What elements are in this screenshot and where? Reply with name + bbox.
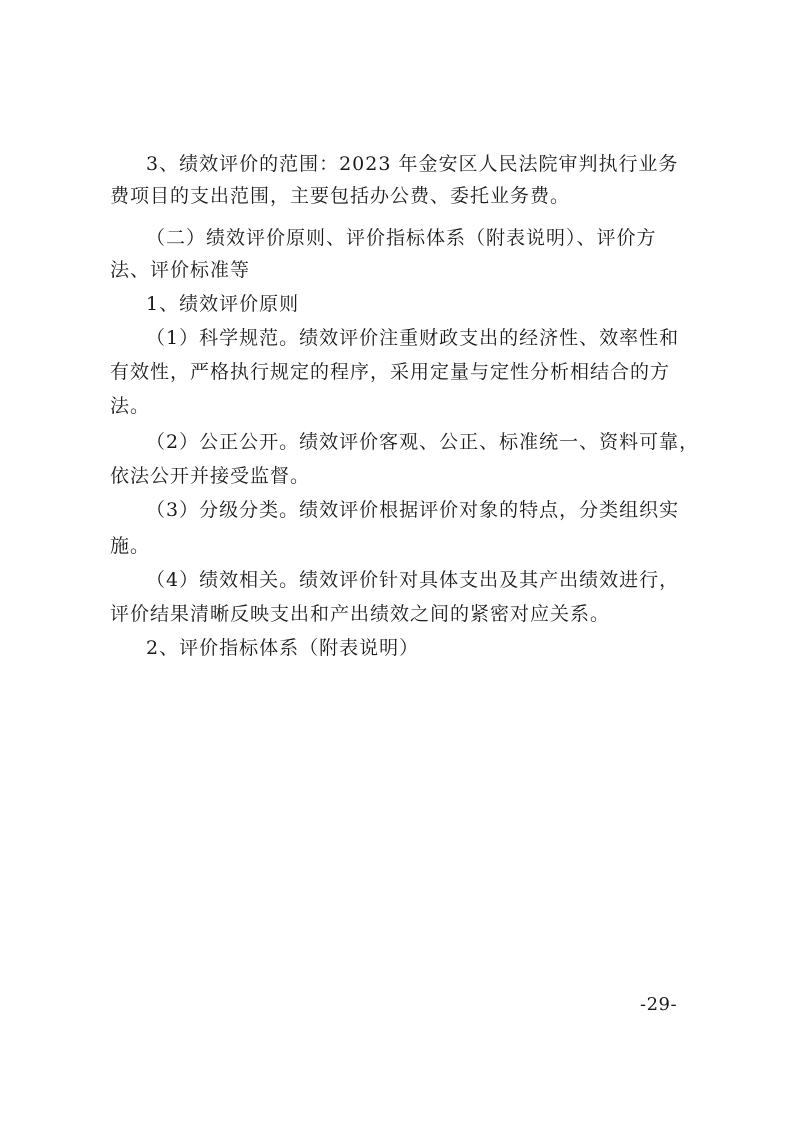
scope-line-2: 费项目的支出范围，主要包括办公费、委托业务费。 bbox=[110, 185, 571, 207]
section-two-heading-line-2: 法、评价标准等 bbox=[110, 259, 251, 281]
principle-4-line-2: 评价结果清晰反映支出和产出绩效之间的紧密对应关系。 bbox=[110, 603, 611, 625]
principle-3-line-1: （3）分级分类。绩效评价根据评价对象的特点，分类组织实 bbox=[146, 499, 680, 521]
principles-heading: 1、绩效评价原则 bbox=[146, 293, 300, 315]
principle-4-line-1: （4）绩效相关。绩效评价针对具体支出及其产出绩效进行， bbox=[146, 569, 680, 591]
principle-1-line-3: 法。 bbox=[110, 395, 151, 417]
scope-line-1: 3、绩效评价的范围：2023 年金安区人民法院审判执行业务 bbox=[146, 153, 679, 175]
principle-1-line-1: （1）科学规范。绩效评价注重财政支出的经济性、效率性和 bbox=[146, 327, 680, 349]
principle-1-line-2: 有效性，严格执行规定的程序，采用定量与定性分析相结合的方 bbox=[110, 361, 671, 383]
section-two-heading-line-1: （二）绩效评价原则、评价指标体系（附表说明）、评价方 bbox=[146, 227, 657, 249]
indicator-system-heading: 2、评价指标体系（附表说明） bbox=[146, 637, 420, 659]
principle-3-line-2: 施。 bbox=[110, 535, 151, 557]
principle-2-line-2: 依法公开并接受监督。 bbox=[110, 465, 311, 487]
principle-2-line-1: （2）公正公开。绩效评价客观、公正、标准统一、资料可靠， bbox=[146, 431, 700, 453]
page-number: -29- bbox=[640, 994, 678, 1015]
